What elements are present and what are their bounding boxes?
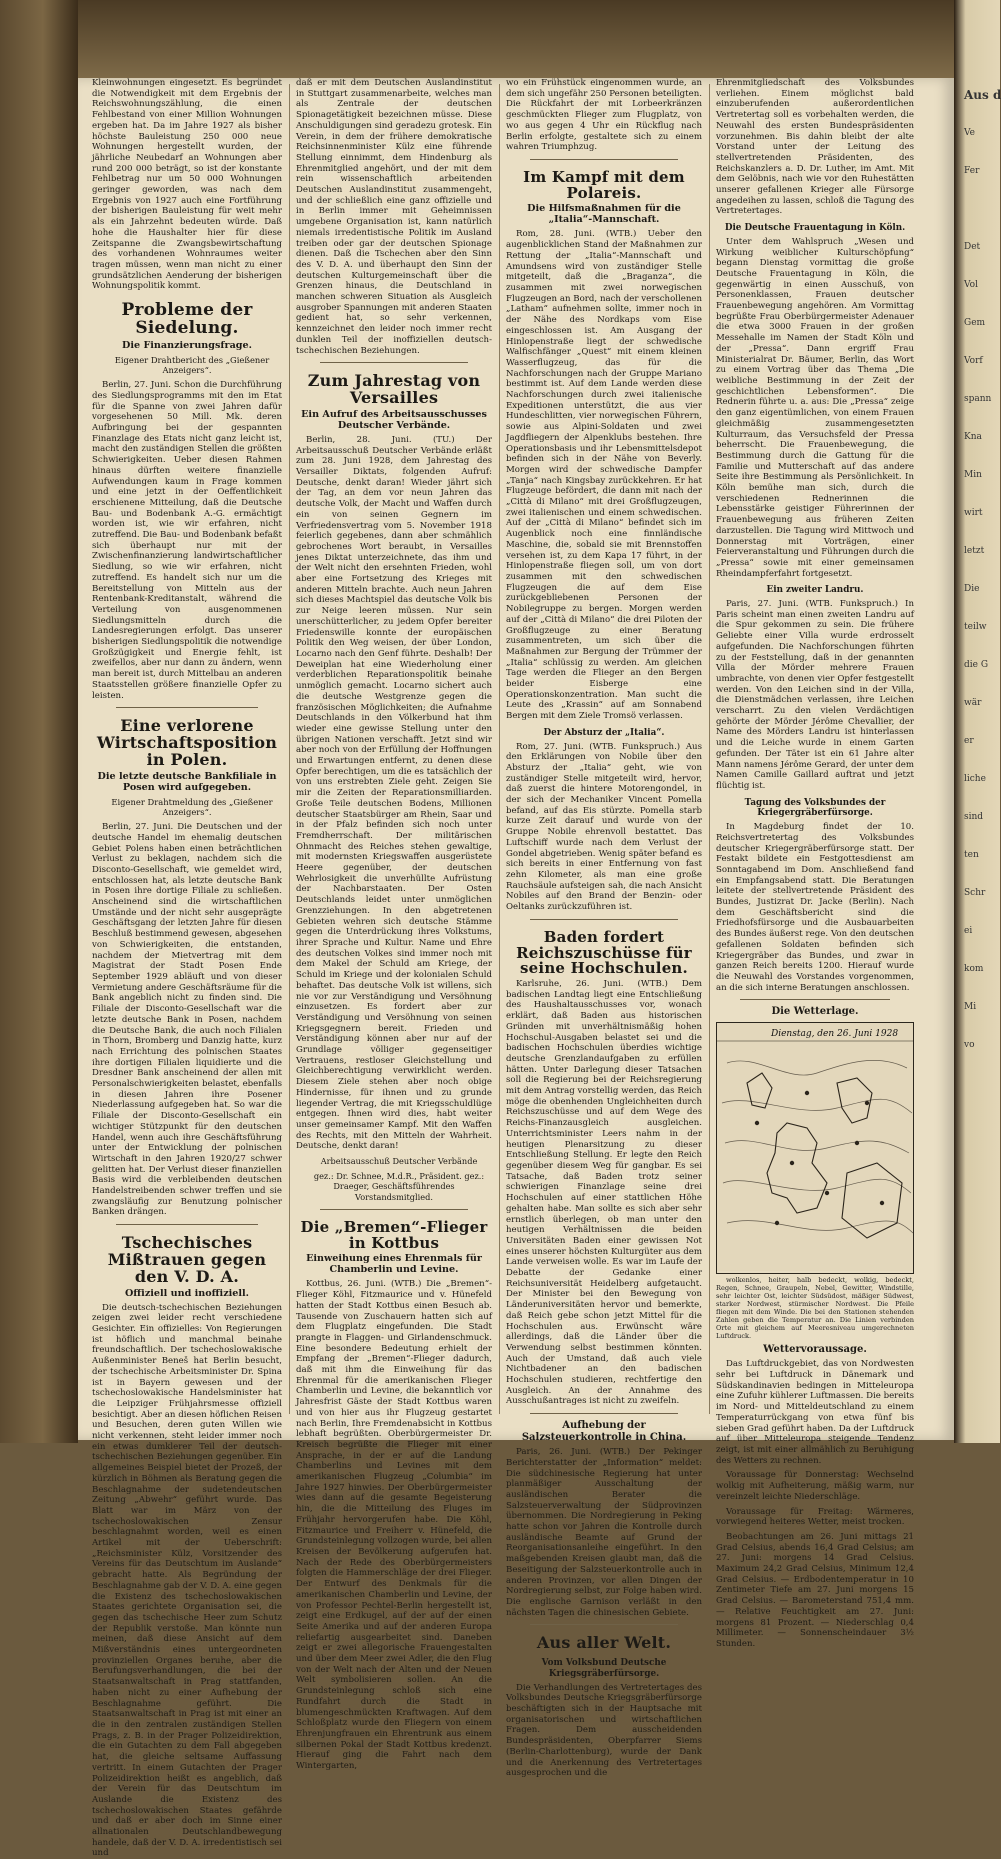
next-page-fragment: Die bbox=[964, 584, 980, 594]
headline-baden: Baden fordert Reichszuschüsse für seine Hochschulen. bbox=[516, 927, 692, 978]
divider bbox=[740, 999, 890, 1000]
divider bbox=[320, 1209, 468, 1210]
headline-frauentagung: Die Deutsche Frauentagung in Köln. bbox=[724, 223, 906, 234]
headline-magdeburg: Tagung des Volksbundes der Kriegergräberfürsorge. bbox=[744, 797, 886, 819]
col1-intro: Kleinwohnungen eingesetzt. Es begründet die Notwendigkeit mit dem Ergebnis der Reichswohnungszählung, die einen Fehlbestand von einer Million Wohnungen ergeben hat. Da im Jahre 1927 als bisher höchste Bauleistung 250 000 neue Wohnungen hergestellt wurden, der jährliche Neubedarf an Wohnungen aber rund 200 000 beträgt, so ist der konstante Fehlbetrag nur um 50 000 Wohnungen geringer geworden, was nach dem Ergebnis von 1927 auch eine Fortführung der bisherigen Bauleistung für weit mehr als ein Jahrzehnt bedeuten würde. Daß hohe die Haushalter hier für diese Zeitspanne die Zwangsbewirtschaftung des vorhandenen Wohnraumes weiter tragen müssen, wenn man nicht zu einer grundsätzlichen Aenderung der bisherigen Wohnungspolitik kommt. bbox=[92, 78, 282, 292]
map-legend: wolkenlos, heiter, halb bedeckt, wolkig, bedeckt, Regen, Schnee, Graupeln, Nebel, Gewitter, Windstille, sehr leichter Ost, leichter Südsüdost, mäßiger Südwest, starker Nordwest, stürmischer Nordwest. Die Pfeile fliegen mit dem Winde. Die bei den Stationen stehenden Zahlen geben die Temperatur an. Die Linien verbinden Orte mit gleichem auf Meeresniveau umgerechneten Luftdruck. bbox=[716, 1275, 914, 1340]
article-siedelung: Berlin, 27. Juni. Schon die Durchführung des Siedlungsprogramms mit den im Etat für die Spanne von zwei Jahren dafür vorgesehenen 50 Mill. Mk. deren Aufbringung bei der gespannten Finanzlage des Etats nicht ganz leicht ist, macht den zuständigen Stellen die größten Schwierigkeiten. Ueber diesen Rahmen hinaus dürften weitere finanzielle Aufwendungen kaum in Frage kommen und eine jetzt in der Oeffentlichkeit erschienene Mitteilung, daß die Deutsche Bau- und Bodenbank A.-G. ermächtigt worden ist, wie wir erfahren, nicht zutreffend. Die Bau- und Bodenbank befaßt sich überhaupt nur mit der Zwischenfinanzierung landwirtschaftlicher Siedlung, so wie wir erfahren, nicht zutreffend. Es handelt sich nur um die Bereitstellung von Mitteln aus der Rentenbank-Kreditanstalt, während die Verteilung von ausgenommenen Siedlungsmitteln durch die Landesregierungen erfolgt. Das unserer bisherigen Siedlungspolitik die notwendige Großzügigkeit und Energie fehlt, ist zweifellos, aber nur dann zu ändern, wenn man bereit ist, durch Mittelbau an anderen Staatsstellen größere finanzielle Opfer zu leisten. bbox=[92, 380, 282, 701]
next-page-fragment: Vol bbox=[964, 280, 978, 290]
article-frauentagung: Unter dem Wahlspruch „Wesen und Wirkung weiblicher Kulturschöpfung“ begann Dienstag vormittag die große Deutsche Frauentagung in Köln, die gegenwärtig in einen Ausschuß, von Personenklassen, Frauen deutscher Frauenbewegung angehören. Am Vormittag begrüßte Frau Oberbürgermeister Adenauer die etwa 3000 Frauen in der großen Messehalle im Namen der Stadt Köln und der „Pressa“. Dann ergriff Frau Ministerialrat Dr. Bäumer, Berlin, das Wort zu einem Vortrag über das Thema „Die weibliche Bestimmung in der Zeit der geschichtlichen Lebensformen“. Die Rednerin führte u. a. aus: Die „Pressa“ zeige den ganz eigentümlichen, von einem Frauen gleichmäßig zusammengesetzten Kulturraum, das Versuchsfeld der Pressa beherrscht. Die Frauenbewegung, die Bestimmung durch die Gattung für die Familie und Mutterschaft auf das andere Seite ihre Bestimmung als Persönlichkeit. In Köln bemühe man sich, durch die verschiedenen Rednerinnen die Lebensstärke geistiger Führerinnen der Frauenbewegung aus früheren Zeiten darzustellen. Die Tagung wird Mittwoch und Donnerstag mit Vorträgen, einer Feierveranstaltung und Führungen durch die „Pressa“ sowie mit einer gemeinsamen Rheindampferfahrt fortgesetzt. bbox=[716, 236, 914, 579]
article-salzsteuer: Paris, 26. Juni. (WTB.) Der Pekinger Berichterstatter der „Information“ meldet: Die südchinesische Regierung hat unter planmäßiger Ausschaltung der ausländischen Berater die Salzsteuerverwaltung der Südprovinzen übernommen. Die Nordregierung in Peking hatte schon vor Jahren die Kontrolle durch ausländische Beamte auf Grund der Reorganisationsanleihe eingeführt. In den maßgebenden Kreisen glaubt man, daß die Beseitigung der Salzsteuerkontrolle auch in anderen Provinzen, vor allen Dingen der Nordregierung selbst, zur Folge haben wird. Die englische Garnison verläßt in den nächsten Tagen die chinesischen Gebiete. bbox=[506, 1447, 702, 1618]
headline-polareis: Im Kampf mit dem Polareis. bbox=[523, 167, 685, 202]
next-page-fragment: ei bbox=[964, 926, 973, 936]
col4-intro: Ehrenmitgliedschaft des Volksbundes verliehen. Einem möglichst bald einzuberufenden außerordentlichen Vertretertag soll es vorbehalten werden, die Neuwahl des ersten Bundespräsidenten vorzunehmen. Bis dahin bleibt der alte Vorstand unter der Leitung des stellvertretenden Präsidenten, des Reichskanzlers a. D. Dr. Luther, im Amt. Mit dem Gelöbnis, nach wie vor den Ruhestätten unserer gefallenen Krieger alle Fürsorge angedeihen zu lassen, schloß die Tagung des Vertretertages. bbox=[716, 78, 914, 217]
next-page-fragment: Gem bbox=[964, 318, 986, 328]
next-page-fragment: Mi bbox=[964, 1002, 977, 1012]
next-page-fragment: teilw bbox=[964, 622, 987, 632]
next-page-fragment: liche bbox=[964, 774, 986, 784]
headline-aus-aller-welt: Aus aller Welt. bbox=[536, 1633, 672, 1653]
divider bbox=[116, 707, 258, 708]
subhead-versailles: Ein Aufruf des Arbeitsausschusses Deutscher Verbände. bbox=[301, 408, 487, 431]
observations: Beobachtungen am 26. Juni mittags 21 Grad Celsius, abends 16,4 Grad Celsius; am 27. Juni: morgens 14 Grad Celsius. Maximum 24,2 Grad Celsius, Minimum 12,4 Grad Celsius. — Erdbodentemperatur in 10 Zentimeter Tiefe am 27. Juni morgens 15 Grad Celsius. — Barometerstand 751,4 mm. — Relative Feuchtigkeit am 27. Juni: morgens 81 Prozent. — Niederschlag 0,4 Millimeter. — Sonnenscheindauer 3½ Stunden. bbox=[716, 1531, 914, 1649]
book-spine bbox=[0, 0, 78, 1443]
headline-landru: Ein zweiter Landru. bbox=[766, 585, 864, 596]
next-page-fragment: Det bbox=[964, 242, 981, 252]
next-page-fragment: sind bbox=[964, 812, 984, 822]
next-page-fragment: ten bbox=[964, 850, 979, 860]
divider bbox=[320, 362, 468, 363]
divider bbox=[116, 1224, 258, 1225]
headline-siedelung: Probleme der Siedelung. bbox=[121, 300, 253, 338]
column-2 bbox=[296, 78, 492, 1772]
next-page-fragment: wirt bbox=[964, 508, 983, 518]
subhead-polen: Die letzte deutsche Bankfiliale in Posen wird aufgegeben. bbox=[97, 770, 277, 793]
next-page-fragment: spann bbox=[964, 394, 992, 404]
next-page-fragment: vo bbox=[964, 1040, 975, 1050]
next-page-fragment: Schr bbox=[964, 888, 986, 898]
next-page-fragment: wär bbox=[964, 698, 982, 708]
next-page-fragment: Vorf bbox=[964, 356, 983, 366]
weather-map-drawing bbox=[717, 1023, 913, 1271]
divider bbox=[530, 919, 678, 920]
article-landru: Paris, 27. Juni. (WTB. Funkspruch.) In Paris scheint man einen zweiten Landru auf die Spur gekommen zu sein. Die frühere Geliebte einer Villa wurde erdrosselt aufgefunden. Die Nachforschungen führten zu der Feststellung, daß in der genannten Villa der Mörder mehrere Frauen umbrachte, von denen vier Opfer festgestellt werden. Von den Leichen sind in der Villa, die Dienstmädchen verlassen, ihre Leichen verscharrt. Zu den vielen Verdächtigen gehörte der Mörder Jérôme Chevallier, der Name des Mörders Landru ist hinterlassen und die Leiche wurde in einem Garten gefunden. Der Täter ist ein 61 Jahre alter Mann namens Jérôme Gerard, der unter dem Namen Camille Gaillard auftrat und jetzt flüchtig ist. bbox=[716, 599, 914, 791]
column-3 bbox=[506, 78, 702, 1779]
subhead-bremen: Einweihung eines Ehrenmals für Chamberlin und Levine. bbox=[306, 1253, 482, 1276]
next-page-fragment: kom bbox=[964, 964, 984, 974]
newspaper-page bbox=[78, 78, 954, 1859]
next-page-fragment: Ve bbox=[964, 128, 975, 138]
next-page-fragment: er bbox=[964, 736, 974, 746]
next-page-fragment: Kna bbox=[964, 432, 982, 442]
headline-versailles: Zum Jahrestag von Versailles bbox=[307, 371, 481, 408]
map-date: Dienstag, den 26. Juni 1928 bbox=[771, 1028, 899, 1039]
divider bbox=[530, 1624, 678, 1625]
article-polen: Berlin, 27. Juni. Die Deutschen und der deutsche Handel im ehemalig deutschen Gebiet Polens haben einen beträchtlichen Verlust zu beklagen, nachdem sich die Disconto-Gesellschaft, wie gemeldet wird, entschlossen hat, als letzte deutsche Bank in Posen ihre dortige Filiale zu schließen. Anscheinend sind die wirtschaftlichen Umstände und der nicht sehr ausgeprägte Geschäftsgang der letzten Jahre für diesen Beschluß bestimmend gewesen, abgesehen von Schwierigkeiten, die entstanden, nachdem der Mietvertrag mit dem Magistrat der Stadt Posen Ende September 1929 abläuft und von dieser Vermietung andere Geschäftsräume für die Bank angeblich nicht zu finden sind. Die Filiale der Disconto-Gesellschaft war die letzte deutsche Bank in Posen, nachdem die Deutsche Bank, die auch noch Filialen in Thorn, Bromberg und Danzig hatte, kurz nach Errichtung des polnischen Staates ihre dortigen Filialen liquidierte und die Dresdner Bank anscheinend der allen mit Personalschwierigkeiten belastet, ebenfalls in diesen Jahren ihre Posener Niederlassung aufgegeben hat. So war die Filiale der Disconto-Gesellschaft ein wichtiger Stützpunkt für den deutschen Handel, wenn auch ihre Geschäftsführung unter der Entwicklung der polnischen Wirtschaft in den Jahren 1920/27 schwer gelitten hat. Der Verlust dieser finanziellen Basis wird die verbleibenden deutschen Handelstreibenden schwer treffen und sie zwangsläufig zur Benutzung polnischer Banken drängen. bbox=[92, 822, 282, 1218]
article-magdeburg: In Magdeburg findet der 10. Reichsvertretertag des Volksbundes deutscher Kriegergräberfürsorge statt. Der Festakt bildete ein Festgottesdienst am Sonntagabend im Dom. Anschließend fand ein Empfangsabend statt. Die Beratungen leitete der stellvertretende Präsident des Bundes, Justizrat Dr. Jacke (Berlin). Nach dem Geschäftsbericht sind die Friedhofsfürsorge und die Ausbauarbeiten des Bundes äußerst rege. Von den deutschen gefallenen Soldaten befinden sich Kriegergräber das Bundes, und zwar in ganzen Reich bereits 1200. Hierauf wurde die Neuwahl des Vorstandes vorgenommen, an die sich interne Beratungen anschlossen. bbox=[716, 822, 914, 993]
article-versailles: Berlin, 28. Juni. (TU.) Der Arbeitsausschuß Deutscher Verbände erläßt zum 28. Juni 1928, dem Jahrestag des Versailler Diktats, folgenden Aufruf: Deutsche, denkt daran! Wieder jährt sich der Tag, an dem vor neun Jahren das deutsche Volk, der Macht und Waffen durch ein von seinen Gegnern im Verfriedensvertrag vom 5. November 1918 feierlich gegebenes, dann aber schmählich gebrochenes Wort beraubt, in Versailles jenes Diktat unterzeichnete, das ihm und der Welt nicht den ersehnten Frieden, wohl aber eine Fortsetzung des Krieges mit anderen Mitteln brachte. Auch neun Jahren sich dieses Machtspiel das deutsche Volk bis zur Neige leeren müssen. Nur sein unerschütterlicher, zu jedem Opfer bereiter Friedenswille konnte der europäischen Politik den Weg weisen, der über London, Locarno nach den Genf führte. Deshalb! Der Deweiplan hat eine Wiederholung einer verderblichen Reparationspolitik beinahe unmöglich gemacht. Locarno sichert auch die deutsche Westgrenze gegen die französischen Möglichkeiten; die Aufnahme Deutschlands in den Völkerbund hat ihm wieder eine gewisse Stellung unter den übrigen Nationen verschafft. Jetzt sind wir aber noch von der Erfüllung der Hoffnungen und Erwartungen entfernt, zu denen diese Opfer berechtigen, um die es tatsächlich der von uns erstrebten Ziele geht. Zeigen Sie mir die Zeiten der Reparationsmilliarden. Große Teile deutschen Bodens, Millionen deutscher Staatsbürger am Rhein, Saar und in der Pfalz befinden sich noch unter Fremdherrschaft. Der militärischen Ohnmacht des Reiches stehen gewaltige, mit modernsten Kriegswaffen ausgerüstete Heere gegenüber, der deutschen Wehrlosigkeit die unverhüllte Aufrüstung der Nachbarstaaten. Der Osten Deutschlands leidet unter unmöglichen Grenzziehungen. In den abgetretenen Gebieten wehren sich deutsche Stämme gegen die Unterdrückung ihres Volkstums, ihrer Sprache und Kultur. Name und Ehre des deutschen Volkes sind immer noch mit dem Makel der Schuld am Kriege, der Schuld im Kriege und der kolonialen Schuld behaftet. Das deutsche Volk ist willens, sich nie vor zur Verständigung und Versöhnung einzusetzen. Es fordert aber zur Verständigung und Versöhnung von seinen Kriegsgegnern bereit. Frieden und Verständigung können aber nur auf der Grundlage völliger gegenseitiger Vertrauens, restloser Gleichstellung und Gleichberechtigung verwirklicht werden. Diesem Ziele stehen aber noch obige Hindernisse, für ihnen und zu grunde liegender Vertrag, die mit Kriegsschuldlüge entgegen. Ihnen wird dies, habt weiter unser gemeinsamer Kampf. Mit den Waffen des Rechts, mit den Mitteln der Wahrheit. Deutsche, denkt daran! bbox=[296, 434, 492, 1152]
column-rule bbox=[289, 84, 290, 1414]
subhead-siedelung: Die Finanzierungsfrage. bbox=[122, 339, 252, 351]
signature-names: gez.: Dr. Schnee, M.d.R., Präsident. gez.: Draeger, Geschäftsführendes Vorstandsmitglied. bbox=[313, 1170, 485, 1203]
article-baden: Karlsruhe, 26. Juni. (WTB.) Dem badischen Landtag liegt eine Entschließung des Haushaltausschusses vor, wonach erklärt, daß Baden aus historischen Gründen mit unverhältnismäßig hohen Hochschul-Ausgaben belastet sei und die badischen Hochschulen überdies wichtige deutsche Grenzlandaufgaben zu erfüllen hätten. Unter Darlegung dieser Tatsachen soll die Regierung bei der Reichsregierung mit dem Antrag vorstellig werden, das Reich möge die obenhenden Ungleichheiten durch Reichszuschüsse und auf dem Wege des Reichs-Finanzausgleich ausgleichen. Unterrichtsminister Leers nahm in der heutigen Plenarsitzung zu dieser Entschließung Stellung. Er legte den Reich gegenüber diesem Weg für gangbar. Es sei Tatsache, daß Baden trotz seiner schwierigen Finanzlage seine drei Hochschulen auf einer stattlichen Höhe gehalten habe. Man sollte es sich aber sehr ernstlich überlegen, ob man unter den heutigen Verhältnissen die beiden Universitäten Baden einer gewissen Not eines unserer höchsten Kulturgüter aus dem Lande verweisen wolle. Es war im Laufe der Debatte der Gedanke einer Reichsuniversität Heidelberg aufgetaucht. Der Minister bei den Bewegung von Länderuniversitäten hervor und bemerkte, daß Reich gebe schon jetzt Mittel für die Hochschulen aus. Erwünscht wäre allerdings, daß die Länder über die Verwendung selbst bestimmen könnten. Auch der Umstand, daß auch viele Nichtbadener an den badischen Hochschulen studieren, rechtfertige den Ausgleich. An der Annahme des Ausschußantrages ist nicht zu zweifeln. bbox=[506, 979, 702, 1407]
forecast-donnerstag: Voraussage für Donnerstag: Wechselnd wolkig mit Aufheiterung, mäßig warm, nur vereinzelt leichte Niederschläge. bbox=[716, 1470, 914, 1502]
next-page-fragment: Aus d bbox=[964, 88, 1001, 102]
article-absturz: Rom, 27. Juni. (WTB. Funkspruch.) Aus den Erklärungen von Nobile über den Absturz der „Italia“ geht, wie von zuständiger Stelle mitgeteilt wird, hervor, daß zuerst die hintere Motorengondel, in der sich der Mechaniker Vincent Pomella befand, auf das Eis stürzte. Pomella starb kurze Zeit darauf und wurde von der Gruppe Nobile ehrenvoll bestattet. Das Luftschiff wurde nach dem Verlust der Gondel abgetrieben. Wenig später befand es sich bereits in einer Entfernung von fast zehn Kilometer, als man eine große Rauchsäule aufsteigen sah, die nach Ansicht Nobiles auf den Brand der Benzin- oder Oeltanks zurückzuführen ist. bbox=[506, 741, 702, 913]
col3-intro: wo ein Frühstück eingenommen wurde, an dem sich ungefähr 250 Personen beteiligten. Die Rückfahrt der mit Lorbeerkränzen geschmückten Flieger zum Flugplatz, von wo aus gegen 4 Uhr ein Rückflug nach Berlin erfolgte, gestaltete sich zu einem wahren Triumphzug. bbox=[506, 78, 702, 153]
next-page-fragment: letzt bbox=[964, 546, 985, 556]
article-bremen: Kottbus, 26. Juni. (WTB.) Die „Bremen“-Flieger Köhl, Fitzmaurice und v. Hünefeld hatten der Stadt Kottbus einen Besuch ab. Tausende von Zuschauern hatten sich auf dem Flugplatz eingefunden. Die Stadt prangte in Flaggen- und Girlandenschmuck. Eine besondere Bedeutung erhielt der Empfang der „Bremen“-Flieger dadurch, daß mit ihm die Einweihung für das Ehrenmal für die amerikanischen Flieger Chamberlin und Levine, die bekanntlich vor Jahresfrist Gäste der Stadt Kottbus waren und von hier aus ihr Flugzeug gestartet nach Berlin, Ihre Fremdenabsicht in Kottbus lebhaft begrüßten. Oberbürgermeister Dr. Kreisch begrüßte die Flieger mit einer Ansprache, in der er auf die Landung Chamberlins und Levines mit dem amerikanischen Flugzeug „Columbia“ im Jahre 1927 hinwies. Der Oberbürgermeister wies dann auf die gesamte Begeisterung hin, die die Mitteilung des Fluges im Frühjahr hervorgerufen habe. Die Köhl, Fitzmaurice und Freiherr v. Hünefeld, die Grundsteinlegung vollzogen wurde, bei allen Kreisen der Bevölkerung aufgerufen hat. Nach der Rede des Oberbürgermeisters folgten die Hammerschläge der drei Flieger. Der Entwurf des Denkmals für die amerikanischen Chamberlin und Levine, der von Professor Pechtel-Berlin hergestellt ist, zeigt eine Erdkugel, auf der auf der einen Seite Amerika und auf der anderen Europa reliefartig ausgearbeitet sind. Daneben zeigt er zwei allegorische Frauengestalten und über dem Meer zwei Adler, die den Flug von der Welt nach der Alten und der Neuen Welt symbolisieren sollen. An die Grundsteinlegung schloß sich eine Rundfahrt durch die Stadt in blumengeschmückten Kraftwagen. Auf dem Schloßplatz wurde den Fliegern von einem Ehrenjungfrauen ein Ehrentrunk aus einem silbernen Pokal der Stadt Kottbus kredenzt. Hierauf ging die Fahrt nach dem Wintergarten, bbox=[296, 1279, 492, 1772]
weather-map bbox=[716, 1022, 914, 1274]
headline-polen: Eine verlorene Wirtschaftsposition in Polen. bbox=[96, 716, 278, 769]
signature-org: Arbeitsausschuß Deutscher Verbände bbox=[320, 1156, 478, 1167]
headline-salzsteuer: Aufhebung der Salzsteuerkontrolle in China. bbox=[521, 1420, 687, 1443]
article-volksbund: Die Verhandlungen des Vertretertages des Volksbundes Deutsche Kriegsgräberfürsorge beschäftigten sich in der Hauptsache mit organisatorischen und wirtschaftlichen Fragen. Dem ausscheidenden Bundespräsidenten, Oberpfarrer Siems (Berlin-Charlottenburg), wurde der Dank und die Anerkennung des Vertretertages ausgesprochen und die bbox=[506, 1682, 702, 1779]
column-rule bbox=[499, 84, 500, 1414]
headline-vda: Tschechisches Mißtrauen gegen den V. D. A. bbox=[107, 1233, 267, 1286]
subhead-polareis: Die Hilfsmaßnahmen für die „Italia“-Mannschaft. bbox=[527, 203, 681, 226]
article-polareis: Rom, 28. Juni. (WTB.) Ueber den augenblicklichen Stand der Maßnahmen zur Rettung der „Italia“-Mannschaft und Amundsens wird von zuständiger Stelle mitgeteilt, daß die „Braganza“, die zusammen mit zwei norwegischen Flugzeugen an Bord, nach der verschollenen „Latham“ aufnehmen sollte, immer noch in der Nähe des Nordkaps vom Eise eingeschlossen ist. Am Ausgang der Hinlopenstraße liegt der schwedische Walfischfänger „Quest“ mit einem kleinen Wasserflugzeug, das für die Nachforschungen nach der Gruppe Mariano bestimmt ist. Auf dem Lande werden diese Nachforschungen durch zwei italienische Expeditionen unterstützt, die aus vier Hundeschlitten, vier norwegischen Führern, sowie aus Alpini-Soldaten und zwei Jagdfliegern der Alpenklubs bestehen. Ihre Operationsbasis und ihr Lebensmittelsdepot befinden sich in der Nähe von Beverly. Morgen wird der schwedische Dampfer „Tanja“ nach Kingsbay zurückkehren. Er hat Flugzeuge befördert, die dann mit nach der „Città di Milano“ mit drei Großflugzeugen, zwei italienischen und einem schwedischen. Auf der „Città di Milano“ befindet sich im Augenblick noch eine finnländische Maschine, die, sobald sie mit Brennstoffen versehen ist, zu dem Kapa 17 führt, in der Hinlopenstraße fliegen soll, um von dort zusammen mit den schwedischen Flugzeugen die auf dem Eise zurückgebliebenen Personen der Nobilegruppe zu bergen. Morgen werden auf der „Città di Milano“ die drei Piloten der Großflugzeuge zu einer Beratung zusammentreten, um sich über die Maßnahmen zur Bergung der Trümmer der „Italia“ schlüssig zu werden. Am gleichen Tage werden die Flieger an den Bergen beider Eisberge eine Operationskonzentration. Man sucht die Leute des „Krassin“ auf am Sonnabend Bergen mit dem Ziele Tromsö verlassen. bbox=[506, 229, 702, 722]
column-4 bbox=[716, 78, 915, 1649]
byline-siedelung: Eigener Drahtbericht des „Gießener Anzeigers“. bbox=[114, 354, 270, 376]
article-wettervoraussage: Das Luftdruckgebiet, das von Nordwesten sehr bei Luftdruck in Dänemark und Südskandinavien bedingen in Mitteleuropa eine Zufuhr kühlerer Luftmassen. Die bereits im Nord- und Mitteldeutschland zu einem Temperaturrückgang von etwa fünf bis sieben Grad geführt haben. Da der Luftdruck auf über Mitteleuropa steigende Tendenz zeigt, ist mit einer allmählich zu Beruhigung des Wetters zu rechnen. bbox=[716, 1359, 915, 1466]
next-page-edge bbox=[954, 0, 1000, 1443]
column-rule bbox=[709, 84, 710, 1414]
column-1 bbox=[92, 78, 282, 1859]
divider bbox=[530, 1413, 678, 1414]
headline-absturz: Der Absturz der „Italia“. bbox=[543, 727, 665, 738]
divider bbox=[530, 159, 678, 160]
col2-intro: daß er mit dem Deutschen Auslandinstitut in Stuttgart zusammenarbeite, welches man als Zentrale der deutschen Spionagetätigkeit bezeichnen müsse. Diese Anschuldigungen sind geradezu grotesk. Ein Verein, in dem der frühere demokratische Reichsinnenminister Külz eine führende Stellung einnimmt, dem Hindenburg als Ehrenmitglied angehört, und der mit dem rein wissenschaftlich arbeitenden Deutschen Auslandinstitut zusammengeht, und der schließlich eine ganz offizielle und in Berlin immer mit Geheimnissen umgebene Organisation ist, kann natürlich niemals irredentistische Politik im Ausland treiben oder gar der deutschen Spionage dienen. Daß die Tschechen aber den Sinn des V. D. A. und überhaupt den Sinn der deutschen Kulturgemeinschaft über die Grenzen hinaus, die Deutschland in manchen schweren Situation als Ausgleich ausgrober Spannungen mit anderen Staaten gedient hat, so sehr verkennen, kennzeichnet den leider noch immer recht dunklen Teil der inoffiziellen deutsch-tschechischen Beziehungen. bbox=[296, 78, 492, 356]
top-edge bbox=[78, 0, 1000, 78]
subhead-vda: Offiziell und inoffiziell. bbox=[124, 1287, 250, 1299]
headline-wettervoraussage: Wettervoraussage. bbox=[763, 1343, 867, 1355]
next-page-fragment: die G bbox=[964, 660, 989, 670]
article-vda: Die deutsch-tschechischen Beziehungen zeigen zwei leider recht verschiedene Gesichter. Ein offizielles: Von Regierungen ist höflich und manchmal beinahe freundschaftlich. Der tschechoslowakische Außenminister Beneš hat Berlin besucht, der tschechische Arbeitsminister Dr. Spina ist in Bayern gewesen und der tschechoslowakische Handelsminister hat die Leipziger Frühjahrsmesse offiziell besichtigt. Aber an diesen höflichen Reisen und Besuchen, deren guten Willen wie nicht verkennen, steht leider immer noch ein etwas dumklerer Teil der deutsch-tschechischen Beziehungen gegenüber. Ein allgemeines Beispiel bietet der Prozeß, der kürzlich in Böhmen als Beratung gegen die Beschlagnahme der sudetendeutschen Zeitung „Abwehr“ geführt wurde. Das Blatt war im März von der tschechoslowakischen Zensur beschlagnahmt worden, weil es einen Artikel mit der Ueberschrift: „Reichsminister Külz, Vorsitzender des Vereins für das Deutschtum im Auslande“ gebracht hatte. Als Begründung der Beschlagnahme gab der V. D. A. eine gegen die Existenz des tschechoslowakischen Staates gerichtete Organisation sei, die gegen das tschechische Heer zum Schutz der Republik verstoße. Man könnte nun meinen, daß diese Ansicht auf dem Mißverständnis eines untergeordneten provinziellen Organes beruhe, aber die Berufungsverhandlungen, die bei der Staatsanwaltschaft in Prag stattfanden, haben nicht zu einer Aufhebung der Beschlagnahme geführt. Die Staatsanwaltschaft in Prag ist mit einer an die in den zentralen zuständigen Stellen Prags, z. B. in der Prager Polizeidirektion, die ein Gutachten zu dem Fall abgegeben hat, die gleiche seltsame Auffassung vertritt. In einem Gutachten der Prager Polizeidirektion heißt es angeblich, daß der Verein für das Deutschtum im Auslande die Existenz des tschechoslowakischen Staates gefährde und daß er aber doch im Sinne einer allnationalen Deutschlandbewegung handele, daß der V. D. A. irredentistisch sei und bbox=[92, 1302, 282, 1859]
headline-bremen: Die „Bremen“-Flieger in Kottbus bbox=[300, 1217, 488, 1252]
subhead-volksbund: Vom Volksbund Deutsche Kriegsgräberfürsorge. bbox=[541, 1658, 667, 1679]
byline-polen: Eigener Drahtmeldung des „Gießener Anzeigers“. bbox=[111, 796, 273, 818]
headline-wetterlage: Die Wetterlage. bbox=[771, 1006, 859, 1018]
next-page-fragment: Min bbox=[964, 470, 982, 480]
forecast-freitag: Voraussage für Freitag: Wärmeres, vorwiegend heiteres Wetter, meist trocken. bbox=[716, 1506, 914, 1528]
next-page-fragment: Fer bbox=[964, 166, 980, 176]
